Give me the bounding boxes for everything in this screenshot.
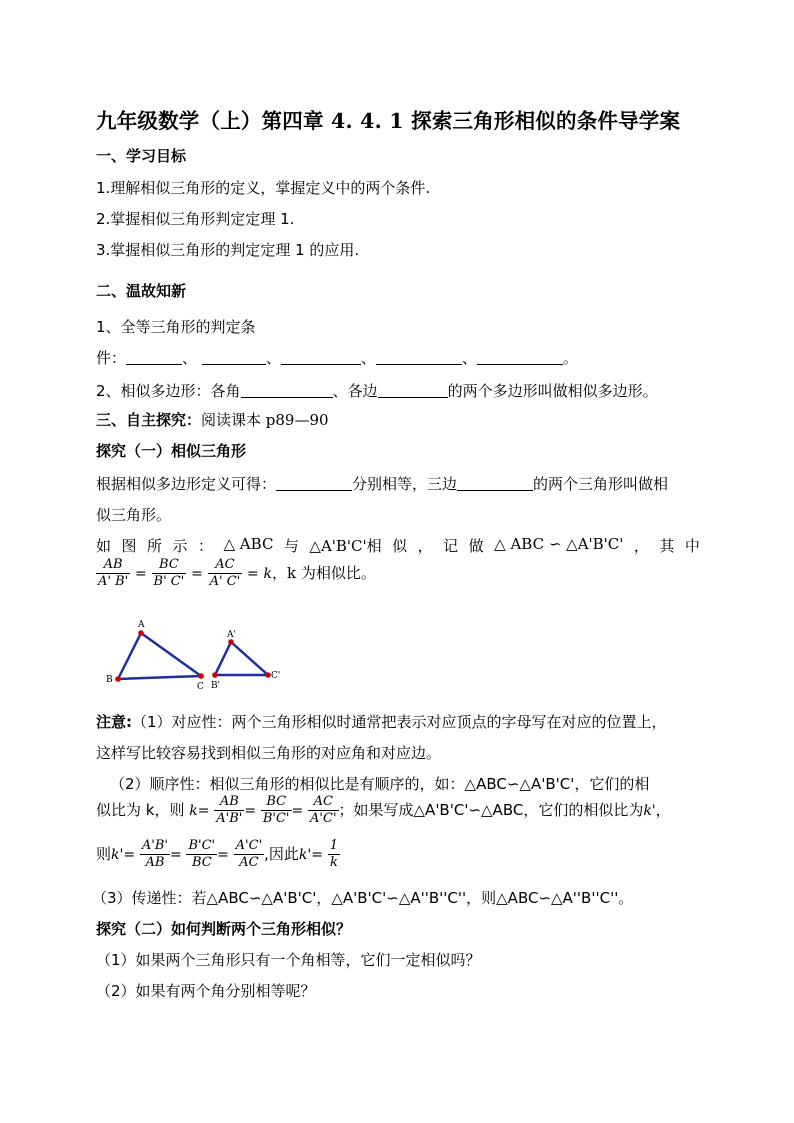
objective-3: 3.掌握相似三角形的判定定理 1 的应用. (96, 241, 360, 259)
fraction: $\frac{AC}{A'C'}$ (310, 794, 337, 826)
label-a-prime: A' (227, 630, 236, 640)
label-b: B (106, 675, 113, 685)
note-2-line3 (96, 838, 340, 871)
answer-blank[interactable] (457, 476, 533, 491)
equals: = (123, 847, 136, 863)
explore-1-definition-cont: 似三角形。 (96, 506, 172, 524)
review-q2-part-b: 、各边 (332, 382, 378, 400)
figure-description (96, 535, 700, 556)
definition-part-a: 根据相似多边形定义可得： (96, 475, 277, 493)
fraction: $\frac{A'C'}{AC}$ (235, 838, 263, 870)
separator: 、 (182, 349, 198, 367)
vertex-point (212, 672, 218, 678)
definition-part-c: 的两个三角形叫做相 (533, 475, 669, 493)
word: △ ABC (223, 535, 274, 553)
word: 所 (147, 537, 163, 555)
vertex-point (228, 639, 234, 645)
note-label: 注意: (96, 713, 132, 731)
definition-part-b: 分别相等，三边 (352, 475, 458, 493)
end-mark: 。 (562, 349, 578, 367)
fraction-one-over-k: $\frac{1}{k}$ (329, 838, 339, 870)
label-c: C (197, 682, 204, 692)
note-2-text-c: 则 (96, 845, 112, 863)
word: ， (417, 537, 433, 555)
note-2-text-a: 似比为 k，则 (96, 801, 185, 819)
fraction: $\frac{BC}{B'C'}$ (262, 794, 290, 826)
review-q1-line1: 1、全等三角形的判定条 (96, 318, 256, 336)
fraction-ac: $\frac{AC}{A' C'}$ (209, 557, 241, 589)
page-title: 九年级数学（上）第四章 4. 4. 1 探索三角形相似的条件导学案 (96, 109, 681, 133)
review-q1-prefix: 件： (96, 349, 127, 367)
vertex-point (198, 673, 204, 679)
explore-2-question-2: （2）如果有两个角分别相等呢？ (96, 982, 316, 1000)
word: △A'B'C'相 (309, 537, 382, 555)
fraction-ab: $\frac{AB}{A' B'}$ (98, 557, 129, 589)
note-1-text: （1）对应性：两个三角形相似时通常把表示对应顶点的字母写在对应的位置上， (132, 713, 667, 731)
math-k-prime: k' (111, 847, 124, 863)
ratio-tail: ，k 为相似比。 (272, 564, 376, 582)
equals: = (291, 803, 304, 819)
math-k-prime: k' (298, 847, 312, 863)
note-2-line2 (96, 794, 671, 827)
equals: = (311, 847, 323, 863)
objective-2: 2.掌握相似三角形判定定理 1. (96, 210, 295, 228)
note-3: （3）传递性：若△ABC∽△A'B'C'，△A'B'C'∽△A''B''C''，则△ABC∽△A''B''C''。 (92, 889, 634, 907)
word: 记 (443, 537, 459, 555)
fraction: $\frac{AB}{A'B'}$ (216, 794, 243, 826)
word: 如 (96, 537, 112, 555)
explore-2-heading: 探究（二）如何判断两个三角形相似？ (96, 920, 352, 938)
vertex-point (138, 630, 144, 636)
vertex-point (115, 676, 121, 682)
section-2-heading: 二、温故知新 (96, 282, 187, 300)
answer-blank[interactable] (477, 350, 563, 365)
word: 似 (392, 537, 408, 555)
label-c-prime: C' (271, 671, 281, 681)
note-1 (96, 711, 667, 732)
section-3-heading: 三、自主探究： (96, 411, 202, 429)
word: 做 (468, 537, 484, 555)
separator: 、 (461, 349, 477, 367)
note-2-line1: （2）顺序性：相似三角形的相似比是有顺序的，如：△ABC∽△A'B'C'，它们的相 (110, 775, 650, 793)
word: △ ABC ∽ △A'B'C' (494, 535, 624, 553)
equals: = (244, 803, 257, 819)
explore-1-heading: 探究（一）相似三角形 (96, 442, 247, 460)
label-a: A (138, 620, 145, 630)
equals: = (197, 803, 210, 819)
ratio-k: k (263, 566, 273, 582)
note-2-text-b: ；如果写成△A'B'C'∽△ABC，它们的相似比为 (338, 801, 644, 819)
answer-blank[interactable] (281, 350, 361, 365)
review-q1-line2 (96, 347, 578, 368)
objective-1: 1.理解相似三角形的定义，掌握定义中的两个条件. (96, 179, 431, 197)
review-q2-part-c: 的两个多边形叫做相似多边形。 (447, 382, 658, 400)
equals: = (247, 566, 259, 582)
word: 其 (659, 537, 675, 555)
math-k-prime: k' (643, 803, 656, 819)
answer-blank[interactable] (276, 476, 352, 491)
separator: 、 (360, 349, 376, 367)
vertex-point (265, 672, 271, 678)
word: 示 (172, 537, 188, 555)
word: ， (633, 537, 649, 555)
fraction: $\frac{B'C'}{BC}$ (188, 838, 216, 870)
equals: = (217, 847, 229, 863)
fraction: $\frac{A'B'}{AB}$ (141, 838, 168, 870)
word: ： (198, 537, 214, 555)
answer-blank[interactable] (126, 350, 182, 365)
answer-blank[interactable] (241, 383, 333, 398)
math-k: k (189, 803, 198, 819)
equals: = (169, 847, 182, 863)
triangle-a2b2c2 (215, 642, 268, 675)
word: 中 (684, 537, 700, 555)
fraction-bc: $\frac{BC}{B' C'}$ (153, 557, 185, 589)
section-3-note: 阅读课本 p89—90 (201, 411, 329, 429)
note-1-cont: 这样写比较容易找到相似三角形的对应角和对应边。 (96, 744, 442, 762)
separator: 、 (265, 349, 281, 367)
section-3-heading-line (96, 409, 329, 430)
explore-2-question-1: （1）如果两个三角形只有一个角相等，它们一定相似吗？ (96, 951, 481, 969)
triangle-abc (118, 633, 201, 679)
review-q2-part-a: 2、相似多边形：各角 (96, 382, 241, 400)
equals: = (135, 566, 147, 582)
answer-blank[interactable] (202, 350, 266, 365)
comma: ， (655, 801, 671, 819)
answer-blank[interactable] (376, 350, 462, 365)
review-q2 (96, 380, 658, 401)
word: 图 (121, 537, 137, 555)
word: 与 (283, 537, 299, 555)
answer-blank[interactable] (378, 383, 448, 398)
ratio-formula (96, 557, 376, 590)
equals: = (191, 566, 203, 582)
note-2-text-d: ,因此 (264, 845, 299, 863)
explore-1-definition (96, 473, 668, 494)
similar-triangles-figure (100, 618, 300, 698)
section-1-heading: 一、学习目标 (96, 147, 187, 165)
label-b-prime: B' (211, 681, 221, 691)
